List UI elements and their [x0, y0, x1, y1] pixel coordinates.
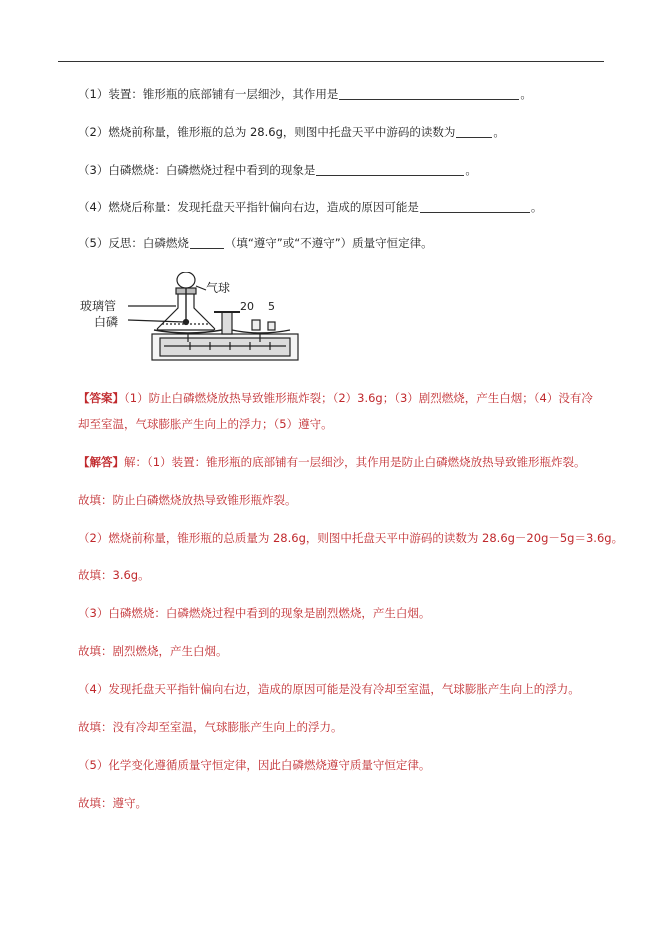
answer-blank-5[interactable]	[190, 236, 224, 249]
balance-pillar	[222, 312, 232, 334]
question-4-number: （4）	[78, 200, 109, 214]
question-5	[78, 235, 433, 251]
question-2-number: （2）	[78, 125, 109, 139]
question-1-number: （1）	[78, 87, 109, 101]
question-5-number: （5）	[78, 236, 109, 250]
question-1	[78, 86, 532, 102]
question-1-text: 装置：锥形瓶的底部铺有一层细沙，其作用是	[108, 87, 339, 101]
answer-text-1: （1）防止白磷燃烧放热导致锥形瓶炸裂；（2）3.6g；（3）剧烈燃烧，产生白烟；（4）没有冷	[124, 391, 593, 405]
question-5-end: （填“遵守”或“不遵守”）质量守恒定律。	[224, 236, 433, 250]
label-balloon: 气球	[206, 281, 231, 295]
answer-blank-3[interactable]	[316, 163, 464, 176]
explanation-line-7: （4）发现托盘天平指针偏向右边，造成的原因可能是没有冷却至室温，气球膨胀产生向上的浮力。	[78, 682, 580, 696]
answer-tag: 【答案】	[78, 391, 124, 405]
explanation-text-1: 解：（1）装置：锥形瓶的底部铺有一层细沙，其作用是防止白磷燃烧放热导致锥形瓶炸裂。	[124, 455, 586, 469]
answer-line-2	[78, 416, 333, 432]
weight-5g	[268, 322, 275, 330]
question-4-text: 燃烧后称量：发现托盘天平指针偏向右边，造成的原因可能是	[108, 200, 419, 214]
answer-line-1	[78, 390, 593, 406]
explanation-tag: 【解答】	[78, 455, 124, 469]
label-glass-tube: 玻璃管	[80, 299, 117, 313]
explanation-line-3: （2）燃烧前称量，锥形瓶的总质量为 28.6g，则图中托盘天平中游码的读数为 28.6g－20g－5g＝3.6g。	[78, 531, 624, 545]
explanation-line-2: 故填：防止白磷燃烧放热导致锥形瓶炸裂。	[78, 493, 297, 507]
answer-blank-1[interactable]	[339, 87, 519, 100]
question-3-number: （3）	[78, 163, 109, 177]
question-3	[78, 162, 477, 178]
balloon	[177, 272, 195, 288]
explanation-line-1	[78, 454, 586, 470]
explanation-line-6: 故填：剧烈燃烧，产生白烟。	[78, 644, 228, 658]
question-4-end: 。	[530, 200, 543, 214]
explanation-line-10: 故填：遵守。	[78, 796, 147, 810]
question-2	[78, 124, 505, 140]
white-phosphorus	[184, 320, 189, 325]
explanation-line-9: （5）化学变化遵循质量守恒定律，因此白磷燃烧遵守质量守恒定律。	[78, 758, 431, 772]
label-weight-5: 5	[268, 300, 275, 313]
explanation-line-5: （3）白磷燃烧：白磷燃烧过程中看到的现象是剧烈燃烧，产生白烟。	[78, 606, 431, 620]
label-white-phosphorus: 白磷	[94, 315, 119, 329]
answer-text-2: 却至室温，气球膨胀产生向上的浮力；（5）遵守。	[78, 417, 333, 431]
answer-blank-4[interactable]	[420, 200, 530, 213]
balance-flask-figure	[80, 272, 312, 364]
question-3-end: 。	[465, 163, 477, 177]
question-4	[78, 199, 542, 215]
right-pan	[232, 330, 290, 333]
explanation-line-4: 故填：3.6g。	[78, 568, 150, 582]
explanation-line-8: 故填：没有冷却至室温，气球膨胀产生向上的浮力。	[78, 720, 343, 734]
question-2-text: 燃烧前称量，锥形瓶的总为 28.6g，则图中托盘天平中游码的读数为	[108, 125, 456, 139]
question-2-end: 。	[493, 125, 505, 139]
header-rule	[58, 61, 604, 62]
question-5-text: 反思：白磷燃烧	[108, 236, 189, 250]
weight-20g	[252, 320, 260, 330]
question-3-text: 白磷燃烧：白磷燃烧过程中看到的现象是	[108, 163, 316, 177]
answer-blank-2[interactable]	[456, 125, 492, 138]
label-weight-20: 20	[240, 300, 254, 313]
question-1-end: 。	[520, 87, 532, 101]
